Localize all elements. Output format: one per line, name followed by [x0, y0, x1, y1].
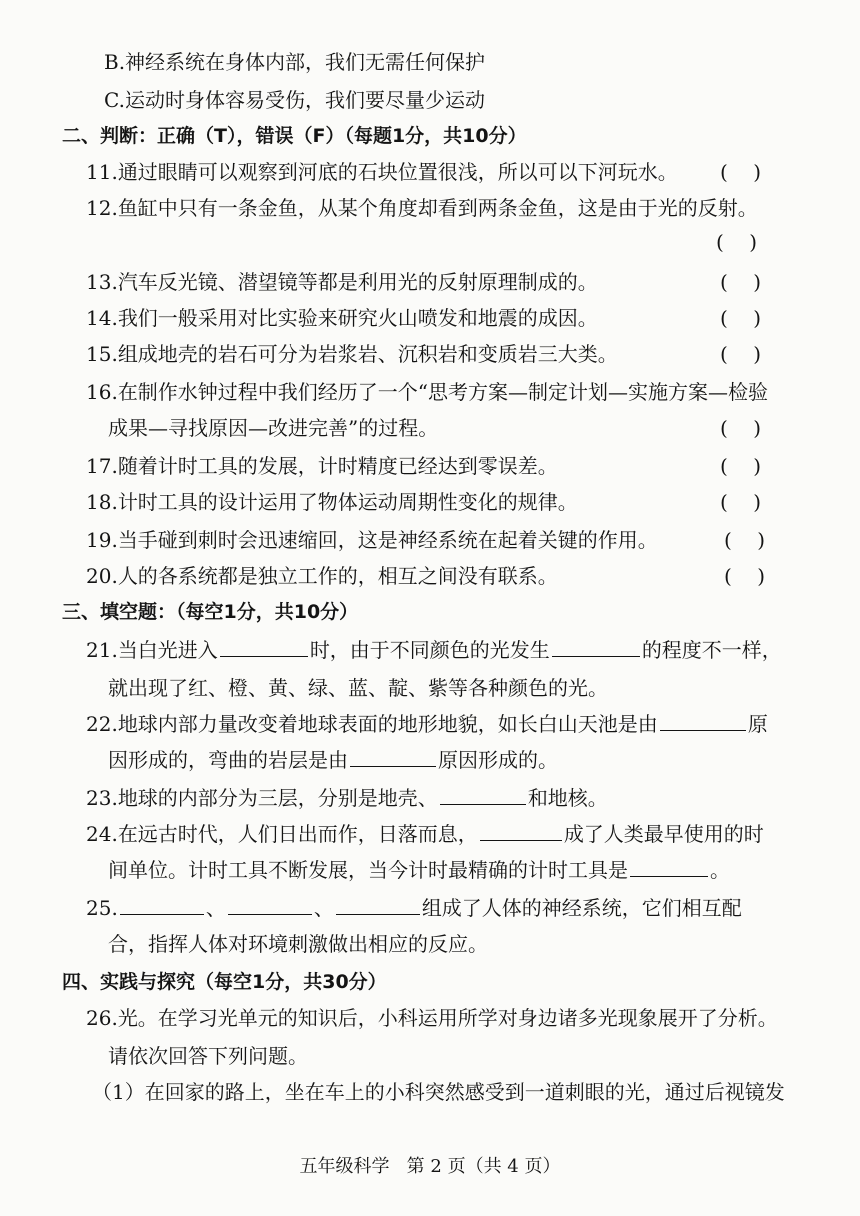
question-text: 因形成的，弯曲的岩层是由 — [108, 748, 348, 772]
question-text: 鱼缸中只有一条金鱼，从某个角度却看到两条金鱼，这是由于光的反射。 — [117, 196, 758, 220]
question-text: 通过眼睛可以观察到河底的石块位置很浅，所以可以下河玩水。 — [117, 160, 678, 184]
fill-blank[interactable] — [350, 746, 436, 767]
answer-paren-13[interactable]: ( ) — [720, 270, 762, 294]
answer-paren-20[interactable]: ( ) — [724, 564, 766, 588]
question-11 — [86, 158, 678, 186]
question-text: 和地核。 — [527, 786, 608, 810]
question-text: 组成地壳的岩石可分为岩浆岩、沉积岩和变质岩三大类。 — [117, 342, 618, 366]
question-text: 组成了人体的神经系统，它们相互配 — [421, 896, 742, 920]
question-25-continued: 合，指挥人体对环境刺激做出相应的反应。 — [108, 932, 488, 956]
question-13 — [86, 268, 598, 296]
question-15 — [86, 340, 618, 368]
answer-paren-19[interactable]: ( ) — [724, 528, 766, 552]
choice-option-b: B.神经系统在身体内部，我们无需任何保护 — [104, 50, 486, 74]
question-20 — [86, 562, 558, 590]
question-24 — [86, 820, 764, 848]
question-text: 当手碰到刺时会迅速缩回，这是神经系统在起着关键的作用。 — [117, 528, 658, 552]
question-number: 22. — [86, 712, 118, 736]
question-number: 15. — [86, 342, 118, 366]
question-22-continued — [108, 746, 558, 774]
question-text: 间单位。计时工具不断发展，当今计时最精确的计时工具是 — [108, 858, 628, 882]
question-text: 成了人类最早使用的时 — [563, 822, 764, 846]
fill-blank[interactable] — [228, 894, 312, 915]
question-text: 地球的内部分为三层，分别是地壳、 — [117, 786, 438, 810]
answer-paren-12[interactable]: ( ) — [716, 230, 758, 254]
sub-question-1 — [92, 1078, 785, 1106]
question-21-continued: 就出现了红、橙、黄、绿、蓝、靛、紫等各种颜色的光。 — [108, 676, 608, 700]
fill-blank[interactable] — [120, 894, 204, 915]
separator: 、 — [205, 896, 226, 920]
question-24-continued — [108, 856, 730, 884]
answer-paren-15[interactable]: ( ) — [720, 342, 762, 366]
question-25 — [86, 894, 742, 922]
sub-question-number: （1） — [92, 1080, 145, 1104]
question-26-continued: 请依次回答下列问题。 — [108, 1044, 308, 1068]
question-text: 汽车反光镜、潜望镜等都是利用光的反射原理制成的。 — [117, 270, 598, 294]
fill-blank[interactable] — [552, 636, 640, 657]
question-text: 的程度不一样， — [641, 638, 782, 662]
question-number: 11. — [86, 160, 118, 184]
question-17 — [86, 452, 558, 480]
question-number: 20. — [86, 564, 118, 588]
question-number: 14. — [86, 306, 118, 330]
question-14 — [86, 304, 598, 332]
question-19 — [86, 526, 658, 554]
question-text: 原 — [747, 712, 768, 736]
question-text: 在回家的路上，坐在车上的小科突然感受到一道刺眼的光，通过后视镜发 — [144, 1080, 785, 1104]
section-heading-fill-in: 三、填空题：（每空1分，共10分） — [62, 601, 359, 623]
question-text: 计时工具的设计运用了物体运动周期性变化的规律。 — [117, 490, 578, 514]
question-18 — [86, 488, 578, 516]
question-text: 当白光进入 — [117, 638, 218, 662]
question-text: 随着计时工具的发展，计时精度已经达到零误差。 — [117, 454, 558, 478]
page-footer: 五年级科学 第 2 页（共 4 页） — [299, 1156, 561, 1177]
section-heading-judgment: 二、判断：正确（T），错误（F）（每题1分，共10分） — [62, 125, 527, 147]
question-16-continued: 成果—寻找原因—改进完善”的过程。 — [108, 416, 439, 440]
question-text: 我们一般采用对比实验来研究火山喷发和地震的成因。 — [117, 306, 598, 330]
question-12 — [86, 194, 758, 222]
question-number: 25. — [86, 896, 118, 920]
section-heading-practice: 四、实践与探究（每空1分，共30分） — [62, 971, 387, 993]
fill-blank[interactable] — [630, 856, 708, 877]
answer-paren-16[interactable]: ( ) — [720, 416, 762, 440]
question-number: 19. — [86, 528, 118, 552]
question-number: 21. — [86, 638, 118, 662]
choice-option-c: C.运动时身体容易受伤，我们要尽量少运动 — [104, 88, 485, 112]
question-number: 12. — [86, 196, 118, 220]
fill-blank[interactable] — [336, 894, 420, 915]
answer-paren-17[interactable]: ( ) — [720, 454, 762, 478]
question-number: 18. — [86, 490, 118, 514]
question-number: 13. — [86, 270, 118, 294]
fill-blank[interactable] — [220, 636, 308, 657]
question-26 — [86, 1004, 778, 1032]
answer-paren-11[interactable]: ( ) — [720, 160, 762, 184]
fill-blank[interactable] — [440, 784, 526, 805]
question-number: 16. — [86, 380, 118, 404]
question-text: 在远古时代，人们日出而作，日落而息， — [117, 822, 478, 846]
question-text: 光。在学习光单元的知识后，小科运用所学对身边诸多光现象展开了分析。 — [117, 1006, 778, 1030]
question-text: 人的各系统都是独立工作的，相互之间没有联系。 — [117, 564, 558, 588]
answer-paren-18[interactable]: ( ) — [720, 490, 762, 514]
question-number: 23. — [86, 786, 118, 810]
question-22 — [86, 710, 768, 738]
separator: 、 — [313, 896, 334, 920]
question-number: 17. — [86, 454, 118, 478]
question-16 — [86, 378, 768, 406]
question-number: 24. — [86, 822, 118, 846]
question-23 — [86, 784, 608, 812]
question-number: 26. — [86, 1006, 118, 1030]
answer-paren-14[interactable]: ( ) — [720, 306, 762, 330]
fill-blank[interactable] — [660, 710, 746, 731]
question-text: 。 — [710, 858, 730, 882]
question-text: 地球内部力量改变着地球表面的地形地貌，如长白山天池是由 — [117, 712, 658, 736]
question-text: 在制作水钟过程中我们经历了一个“思考方案—制定计划—实施方案—检验 — [117, 380, 769, 404]
question-text: 原因形成的。 — [438, 748, 558, 772]
fill-blank[interactable] — [480, 820, 562, 841]
question-text: 时，由于不同颜色的光发生 — [309, 638, 550, 662]
question-21 — [86, 636, 782, 664]
